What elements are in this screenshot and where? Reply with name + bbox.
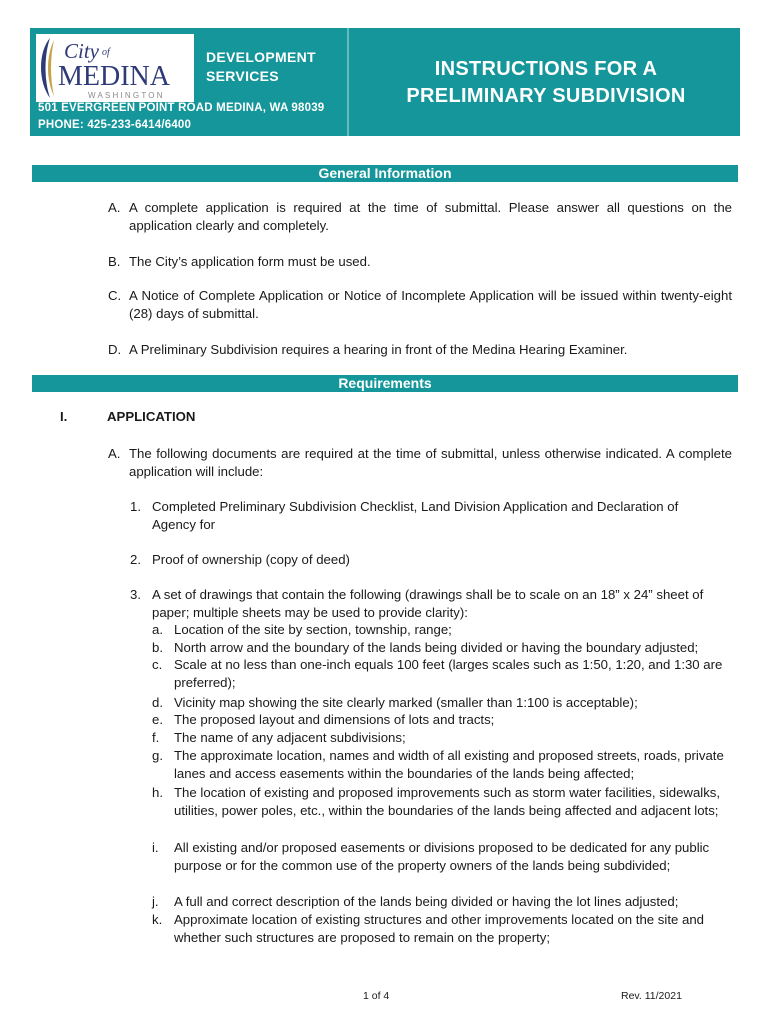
general-item-a: A complete application is required at the time of submittal. Please answer all questions on the application clearly and completely. (129, 200, 732, 233)
subitem-label-e: e. (152, 712, 163, 727)
subitem-label-i: i. (152, 840, 159, 855)
requirements-heading: Requirements (32, 375, 738, 392)
logo-washington: WASHINGTON (88, 91, 165, 100)
subitem-k: Approximate location of existing structures and other improvements located on the site and whether such structures are proposed to remain on the property; (174, 912, 704, 945)
page-header (30, 28, 740, 136)
req-item-label-1: 1. (130, 499, 141, 514)
req-item-label-3: 3. (130, 587, 141, 602)
req-item-2: Proof of ownership (copy of deed) (152, 552, 350, 567)
general-label-a: A. (108, 200, 121, 215)
title-line-1: INSTRUCTIONS FOR A (434, 58, 658, 80)
req-item-3: A set of drawings that contain the following (drawings shall be to scale on an 18” x 24” sheet of paper; multiple sheets may be used to provide clarity): (152, 587, 704, 620)
subitem-label-f: f. (152, 730, 160, 745)
subitem-label-h: h. (152, 785, 163, 800)
general-item-b: The City’s application form must be used. (129, 254, 371, 269)
subitem-label-a: a. (152, 622, 163, 637)
req-item-1: Completed Preliminary Subdivision Checklist, Land Division Application and Declaration of Agency for (152, 499, 679, 532)
medina-logo-icon (36, 34, 194, 102)
logo-city: City (64, 39, 99, 63)
general-item-c: A Notice of Complete Application or Notice of Incomplete Application will be issued within twenty-eight (28) days of submittal. (129, 288, 732, 321)
subitem-j: A full and correct description of the lands being divided or having the lot lines adjusted; (174, 894, 679, 909)
document-title (352, 56, 740, 110)
general-label-d: D. (108, 342, 122, 357)
subitem-e: The proposed layout and dimensions of lots and tracts; (174, 712, 495, 727)
subitem-f: The name of any adjacent subdivisions; (174, 730, 406, 745)
title-line-2: PRELIMINARY SUBDIVISION (406, 85, 686, 107)
subitem-label-g: g. (152, 748, 163, 763)
section-title: APPLICATION (107, 409, 196, 424)
subitem-label-d: d. (152, 695, 163, 710)
subitem-label-j: j. (152, 894, 159, 909)
dept-line-1: DEVELOPMENT (206, 49, 316, 65)
header-divider (347, 28, 349, 136)
page-number: 1 of 4 (363, 990, 390, 1002)
subitem-g: The approximate location, names and width of all existing and proposed streets, roads, private lanes and access easements within the boundaries of the lands being affected; (174, 748, 724, 781)
general-information-heading: General Information (32, 165, 738, 182)
subitem-label-k: k. (152, 912, 163, 927)
phone: PHONE: 425-233-6414/6400 (38, 119, 192, 131)
general-label-b: B. (108, 254, 121, 269)
general-label-c: C. (108, 288, 122, 303)
dept-line-2: SERVICES (206, 68, 279, 84)
general-item-d: A Preliminary Subdivision requires a hearing in front of the Medina Hearing Examiner. (129, 342, 628, 357)
logo-of: of (102, 47, 110, 58)
subitem-i: All existing and/or proposed easements or divisions proposed to be dedicated for any public purpose or for the common use of the property owners of the lands being subdivided; (174, 840, 710, 873)
city-logo (36, 34, 194, 102)
subitem-c: Scale at no less than one-inch equals 100 feet (larges scales such as 1:50, 1:20, and 1:30 are preferred); (174, 657, 723, 690)
address: 501 EVERGREEN POINT ROAD MEDINA, WA 98039 (38, 102, 325, 114)
requirements-label-a: A. (108, 446, 121, 461)
subitem-label-b: b. (152, 640, 163, 655)
logo-medina: MEDINA (58, 61, 170, 92)
contact-info (38, 100, 324, 134)
department-name (206, 48, 316, 86)
revision-date: Rev. 11/2021 (621, 990, 682, 1002)
subitem-b: North arrow and the boundary of the lands being divided or having the boundary adjusted; (174, 640, 699, 655)
subitem-label-c: c. (152, 657, 163, 672)
requirements-intro: The following documents are required at the time of submittal, unless otherwise indicated. A complete application will include: (129, 446, 732, 479)
subitem-d: Vicinity map showing the site clearly marked (smaller than 1:100 is acceptable); (174, 695, 638, 710)
section-number: I. (60, 409, 68, 424)
subitem-a: Location of the site by section, township, range; (174, 622, 452, 637)
subitem-h: The location of existing and proposed improvements such as storm water facilities, sidewalks, utilities, power poles, etc., within the boundaries of the lands being affected and adjacent lots; (174, 785, 721, 818)
req-item-label-2: 2. (130, 552, 141, 567)
